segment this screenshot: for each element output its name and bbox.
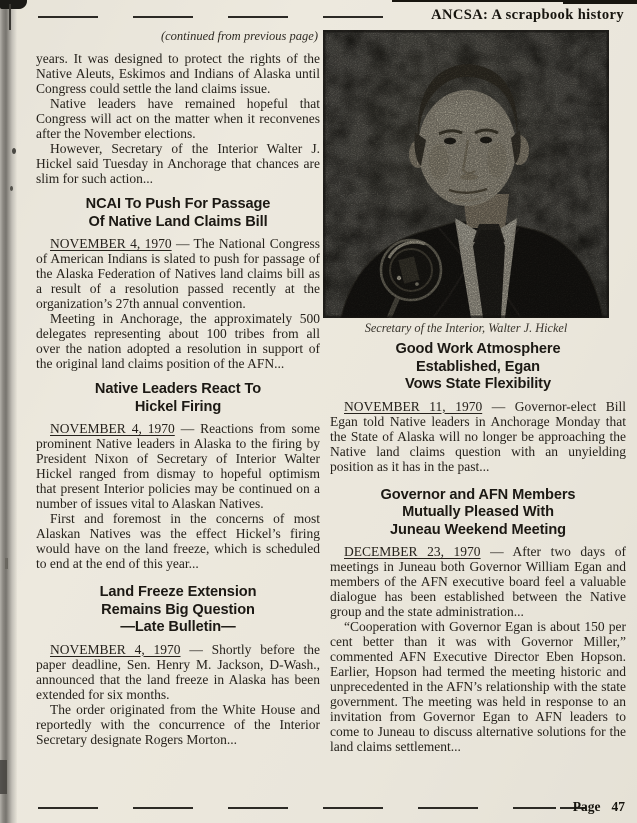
top-edge-bar [563, 0, 637, 4]
left-column [36, 29, 320, 747]
paragraph: However, Secretary of the Interior Walter J. Hickel said Tuesday in Anchorage that chances are slim for such action... [36, 141, 320, 186]
paragraph: “Cooperation with Governor Egan is about 150 per cent better than it was with Governor Miller,” commented AFN Executive Director Eben Hopson. Earlier, Hopson had termed the meeting historic and unprecedented in the AFN’s relationship with the state government. The meeting was held in response to an invitation from Governor Egan to AFN leaders to come to Juneau to discuss alternative solutions for the land claims settlement... [330, 619, 626, 754]
scan-speck [10, 186, 13, 191]
scan-speck [12, 148, 16, 154]
scan-line-mark [9, 4, 11, 30]
paragraph: NOVEMBER 4, 1970 — The National Congress of American Indians is slated to push for passage of the Alaska Federation of Natives land claims bill as a result of a resolution passed recently at the organization’s 27th annual convention. [36, 236, 320, 311]
right-column [330, 337, 626, 754]
article-headline: NCAI To Push For Passage Of Native Land Claims Bill [85, 196, 271, 230]
running-header: ANCSA: A scrapbook history [431, 7, 624, 23]
paragraph: NOVEMBER 4, 1970 — Reactions from some prominent Native leaders in Alaska to the firing by President Nixon of Secretary of Interior Walter Hickel ranged from dismay to hopeful optimism that present Interior policies may be continued on a number of issues vital to Alaskan Natives. [36, 421, 320, 511]
article-headline: Governor and AFN Members Mutually Pleased With Juneau Weekend Meeting [380, 486, 576, 538]
scan-speck [5, 558, 8, 569]
paragraph: First and foremost in the concerns of most Alaskan Natives was the effect Hickel’s firing would have on the land freeze, which is scheduled to end at the end of this year... [36, 511, 320, 571]
header-rule [38, 16, 414, 18]
photo-caption: Secretary of the Interior, Walter J. Hickel [364, 321, 568, 335]
footer-rule [38, 807, 556, 809]
paragraph: years. It was designed to protect the rights of the Native Aleuts, Eskimos and Indians of Alaska until Congress could settle the land claims issue. [36, 51, 320, 96]
paragraph: Meeting in Anchorage, the approximately 500 delegates representing about 100 tribes from all over the nation adopted a resolution in support of the original land claims position of the AFN... [36, 311, 320, 371]
paragraph: DECEMBER 23, 1970 — After two days of meetings in Juneau both Governor William Egan and members of the AFN executive board feel a valuable dialogue has been established between the Native group and the state administration... [330, 544, 626, 619]
dateline: NOVEMBER 4, 1970 [50, 421, 175, 436]
paragraph: Native leaders have remained hopeful that Congress will act on the matter when it reconvenes after the November elections. [36, 96, 320, 141]
continued-note: (continued from previous page) [160, 29, 318, 43]
paragraph: NOVEMBER 4, 1970 — Shortly before the paper deadline, Sen. Henry M. Jackson, D-Wash., announced that the land freeze in Alaska has been extended for six months. [36, 641, 320, 702]
scan-edge-artifact [0, 0, 17, 823]
article-headline: Native Leaders React To Hickel Firing [94, 381, 262, 415]
article-headline: Land Freeze Extension Remains Big Question —Late Bulletin— [99, 584, 257, 635]
paragraph: The order originated from the White House and reportedly with the concurrence of the Interior Secretary designate Rogers Morton... [36, 701, 320, 747]
dateline: NOVEMBER 11, 1970 [344, 398, 483, 414]
paragraph: NOVEMBER 11, 1970 — Governor-elect Bill Egan told Native leaders in Anchorage Monday that the State of Alaska will no longer be approaching the Native land claims question with an unyielding position as it has in the past... [330, 398, 626, 474]
hickel-portrait-illustration [323, 30, 609, 318]
dateline: NOVEMBER 4, 1970 [50, 641, 181, 657]
dateline: DECEMBER 23, 1970 [344, 544, 481, 559]
page-number: Page 47 [572, 799, 625, 814]
scan-speck [0, 760, 7, 794]
scan-corner-mark [0, 0, 27, 9]
dateline: NOVEMBER 4, 1970 [50, 236, 172, 251]
article-headline: Good Work Atmosphere Established, Egan Vows State Flexibility [395, 341, 561, 392]
portrait-photo [323, 30, 609, 318]
